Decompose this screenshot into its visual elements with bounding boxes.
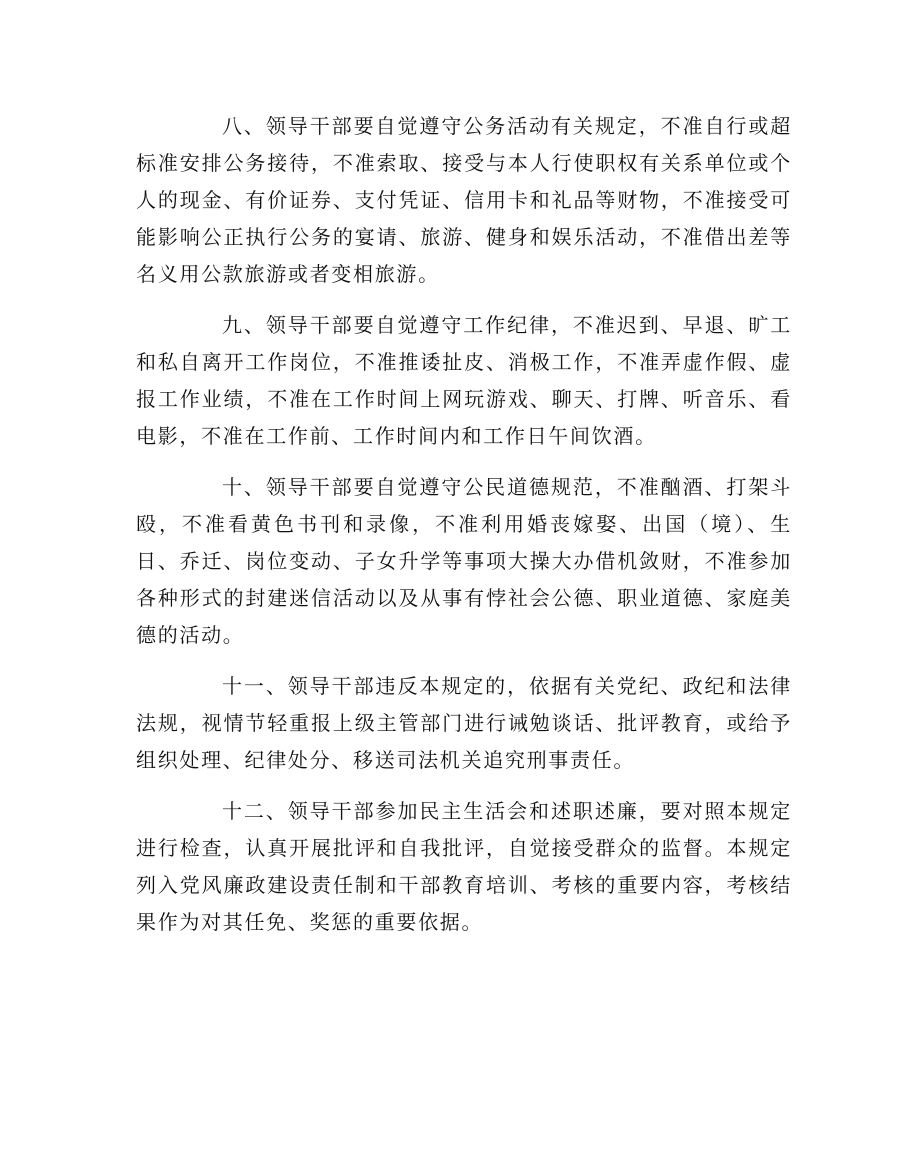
paragraph-article-9: 九、领导干部要自觉遵守工作纪律，不准迟到、早退、旷工和私自离开工作岗位，不准推诿扯皮、消极工作，不准弄虚作假、虚报工作业绩，不准在工作时间上网玩游戏、聊天、打牌、听音乐、看电影，不准在工作前、工作时间内和工作日午间饮酒。	[136, 313, 792, 448]
document-body	[136, 108, 792, 955]
paragraph-article-8: 八、领导干部要自觉遵守公务活动有关规定，不准自行或超标准安排公务接待，不准索取、接受与本人行使职权有关系单位或个人的现金、有价证券、支付凭证、信用卡和礼品等财物，不准接受可能影响公正执行公务的宴请、旅游、健身和娱乐活动，不准借出差等名义用公款旅游或者变相旅游。	[136, 114, 792, 286]
paragraph-article-10: 十、领导干部要自觉遵守公民道德规范，不准酗酒、打架斗殴，不准看黄色书刊和录像，不准利用婚丧嫁娶、出国（境）、生日、乔迁、岗位变动、子女升学等事项大操大办借机敛财，不准参加各种形式的封建迷信活动以及从事有悖社会公德、职业道德、家庭美德的活动。	[136, 475, 792, 647]
paragraph-article-12: 十二、领导干部参加民主生活会和述职述廉，要对照本规定进行检查，认真开展批评和自我批评，自觉接受群众的监督。本规定列入党风廉政建设责任制和干部教育培训、考核的重要内容，考核结果作为对其任免、奖惩的重要依据。	[136, 799, 792, 934]
paragraph-article-11: 十一、领导干部违反本规定的，依据有关党纪、政纪和法律法规，视情节轻重报上级主管部门进行诫勉谈话、批评教育，或给予组织处理、纪律处分、移送司法机关追究刑事责任。	[136, 674, 792, 772]
